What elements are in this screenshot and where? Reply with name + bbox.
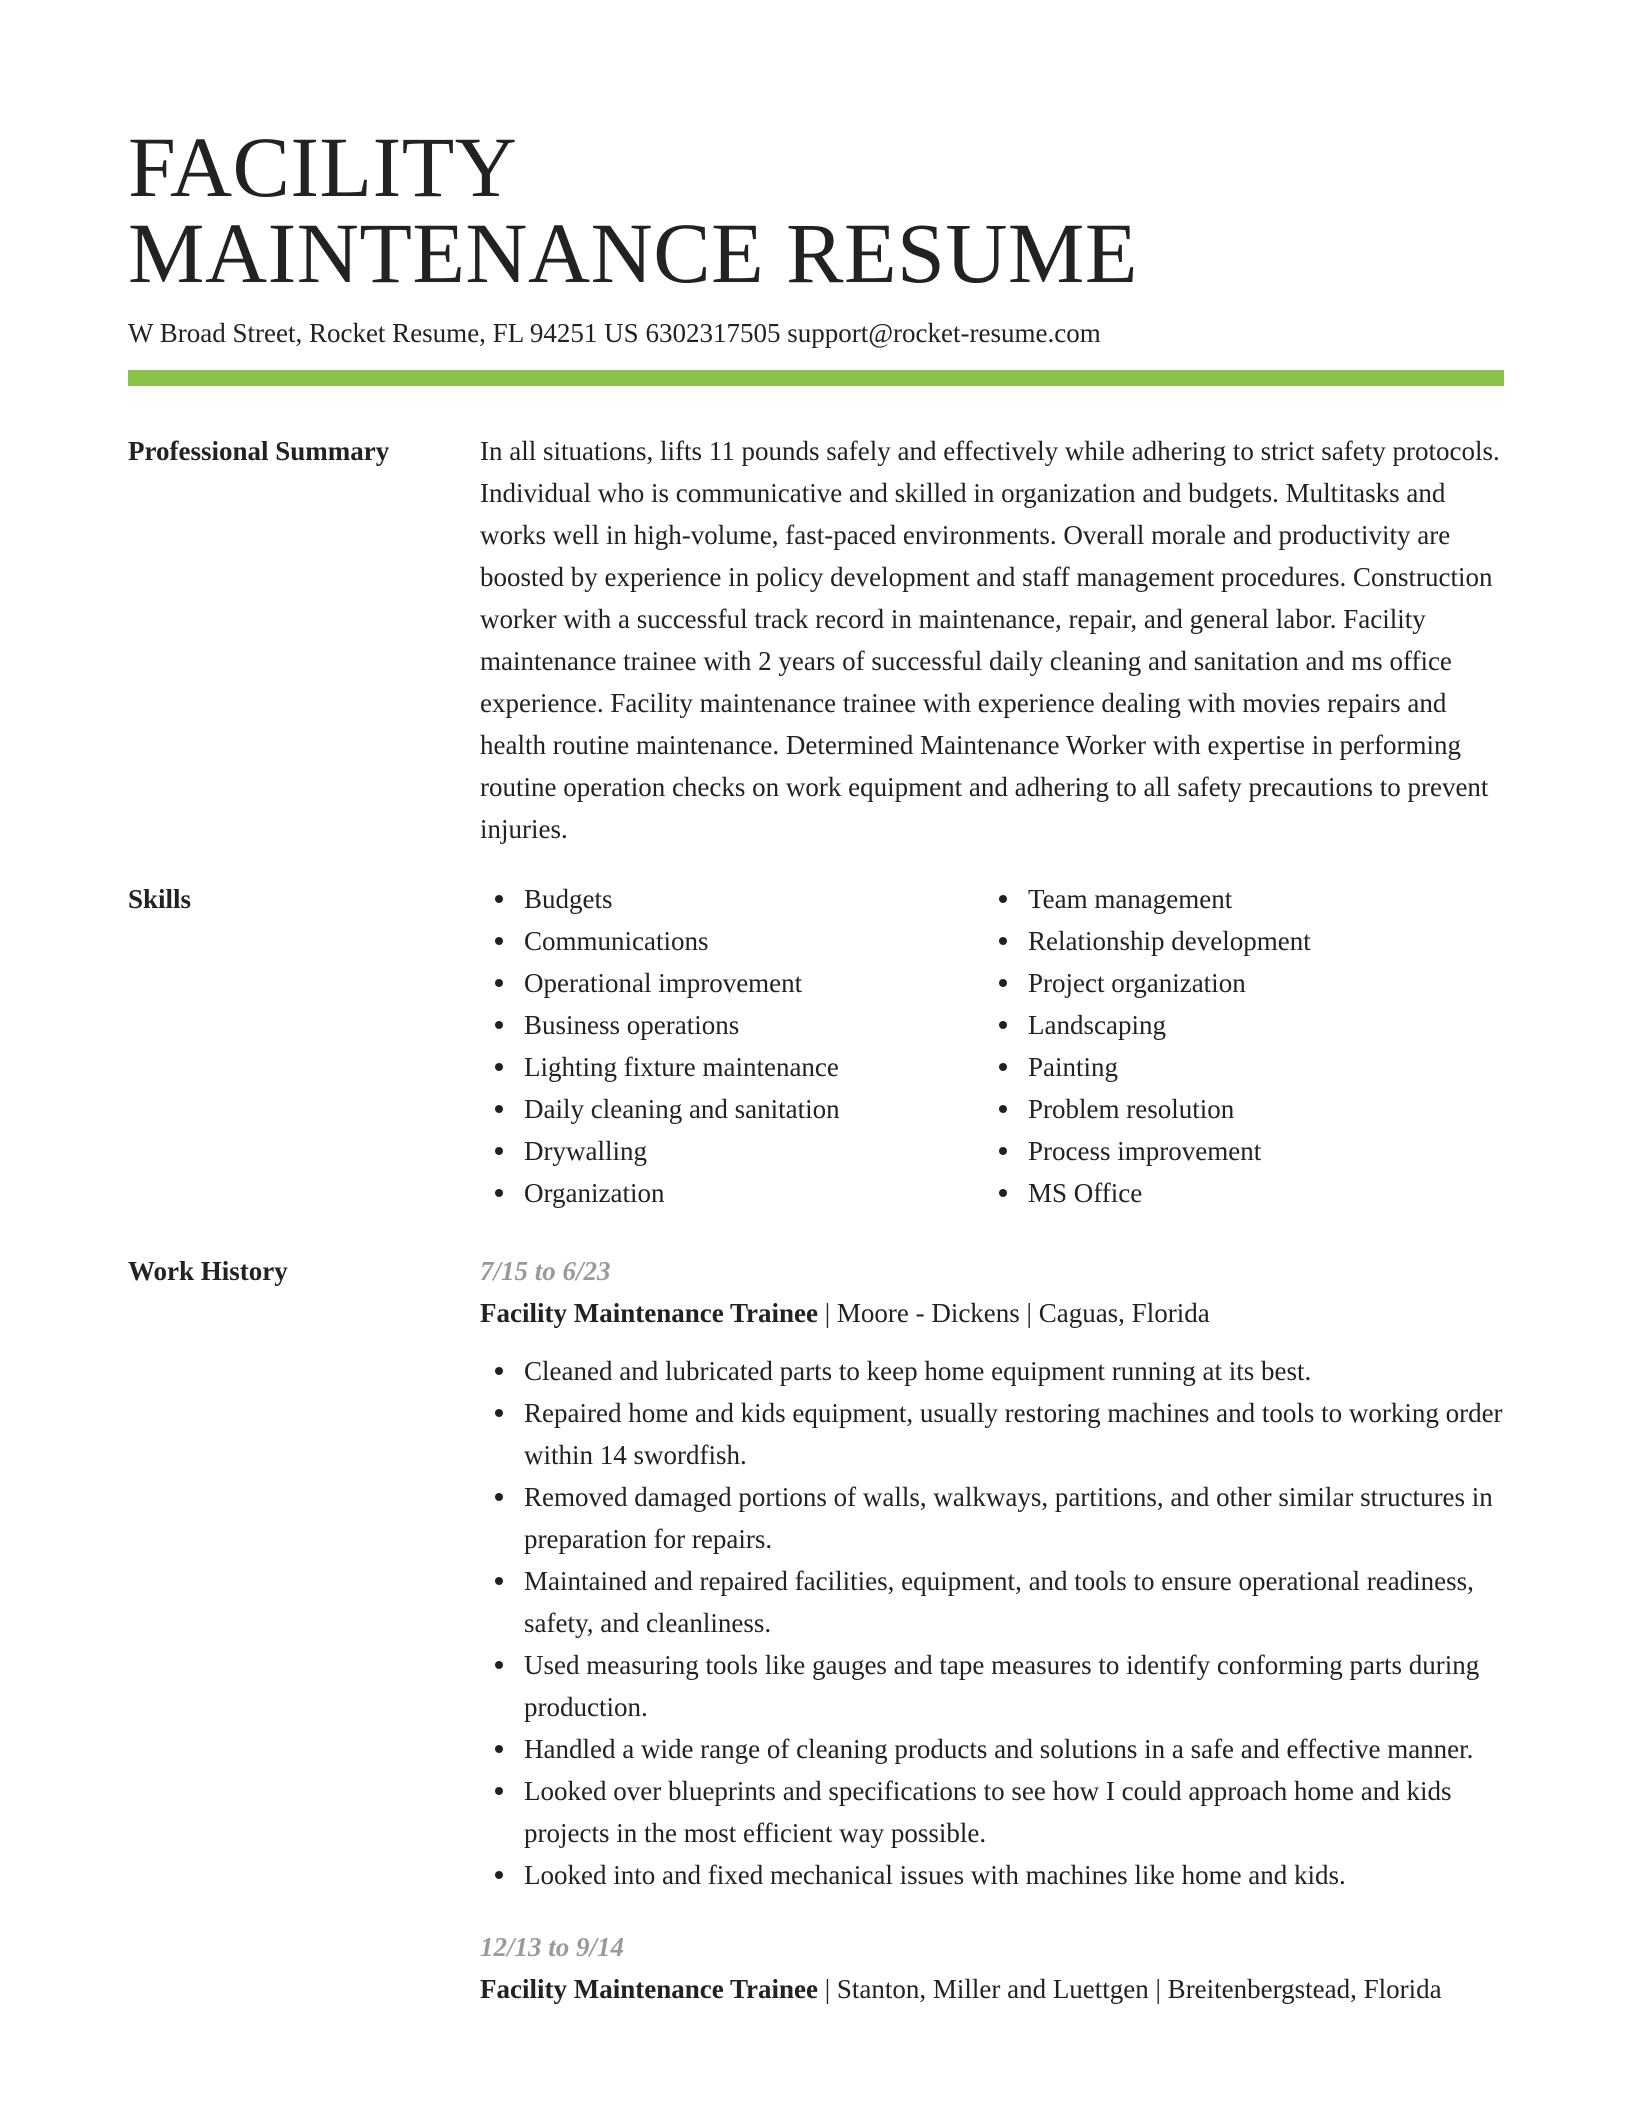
- skill-item: Landscaping: [984, 1004, 1474, 1046]
- duty-item: Looked into and fixed mechanical issues with machines like home and kids.: [480, 1854, 1504, 1896]
- skill-item: MS Office: [984, 1172, 1474, 1214]
- skills-label: Skills: [128, 884, 192, 914]
- duty-item: Maintained and repaired facilities, equipment, and tools to ensure operational readiness, safety, and cleanliness.: [480, 1560, 1504, 1644]
- skill-item: Operational improvement: [480, 962, 970, 1004]
- duty-item: Repaired home and kids equipment, usually restoring machines and tools to working order within 14 swordfish.: [480, 1392, 1504, 1476]
- skill-item: Organization: [480, 1172, 970, 1214]
- contact-line: W Broad Street, Rocket Resume, FL 94251 US 6302317505 support@rocket-resume.com: [128, 318, 1101, 348]
- job-duties: [480, 1350, 1504, 1896]
- summary-label: Professional Summary: [128, 436, 390, 466]
- work-history-label: Work History: [128, 1256, 288, 1286]
- title-line-2: MAINTENANCE RESUME: [128, 205, 1138, 301]
- duty-item: Handled a wide range of cleaning products and solutions in a safe and effective manner.: [480, 1728, 1504, 1770]
- skill-item: Drywalling: [480, 1130, 970, 1172]
- skill-item: Problem resolution: [984, 1088, 1474, 1130]
- job-dates: 12/13 to 9/14: [480, 1932, 625, 1962]
- job-title: Facility Maintenance Trainee: [480, 1298, 818, 1328]
- work-history-body: [480, 1250, 1504, 2010]
- duty-item: Cleaned and lubricated parts to keep home equipment running at its best.: [480, 1350, 1504, 1392]
- job-heading: [480, 1292, 1504, 1334]
- skill-item: Relationship development: [984, 920, 1474, 962]
- skill-item: Project organization: [984, 962, 1474, 1004]
- job-entry: [480, 1250, 1504, 1896]
- skill-item: Process improvement: [984, 1130, 1474, 1172]
- job-dates: 7/15 to 6/23: [480, 1256, 611, 1286]
- job-title: Facility Maintenance Trainee: [480, 1974, 818, 2004]
- skill-item: Communications: [480, 920, 970, 962]
- skill-item: Team management: [984, 878, 1474, 920]
- title-line-1: FACILITY: [128, 119, 518, 215]
- skill-item: Daily cleaning and sanitation: [480, 1088, 970, 1130]
- accent-divider: [128, 370, 1504, 386]
- resume-title: [128, 119, 1504, 301]
- job-heading: [480, 1968, 1504, 2010]
- skill-item: Budgets: [480, 878, 970, 920]
- job-details: | Stanton, Miller and Luettgen | Breitenbergstead, Florida: [817, 1974, 1442, 2004]
- job-details: | Moore - Dickens | Caguas, Florida: [817, 1298, 1210, 1328]
- skill-item: Painting: [984, 1046, 1474, 1088]
- duty-item: Looked over blueprints and specifications to see how I could approach home and kids projects in the most efficient way possible.: [480, 1770, 1504, 1854]
- summary-text: In all situations, lifts 11 pounds safely and effectively while adhering to strict safety protocols. Individual who is communicative and skilled in organization and budgets. Multitasks and works well in high-volume, fast-paced environments. Overall morale and productivity are boosted by experience in policy development and staff management procedures. Construction worker with a successful track record in maintenance, repair, and general labor. Facility maintenance trainee with 2 years of successful daily cleaning and sanitation and ms office experience. Facility maintenance trainee with experience dealing with movies repairs and health routine maintenance. Determined Maintenance Worker with expertise in performing routine operation checks on work equipment and adhering to all safety precautions to prevent injuries.: [480, 436, 1500, 844]
- duty-item: Removed damaged portions of walls, walkways, partitions, and other similar structures in preparation for repairs.: [480, 1476, 1504, 1560]
- skills-list-left: [480, 878, 970, 1214]
- skill-item: Business operations: [480, 1004, 970, 1046]
- job-entry: [480, 1926, 1504, 2010]
- summary-body: [480, 430, 1504, 850]
- duty-item: Used measuring tools like gauges and tape measures to identify conforming parts during production.: [480, 1644, 1504, 1728]
- skill-item: Lighting fixture maintenance: [480, 1046, 970, 1088]
- skills-list-right: [984, 878, 1474, 1214]
